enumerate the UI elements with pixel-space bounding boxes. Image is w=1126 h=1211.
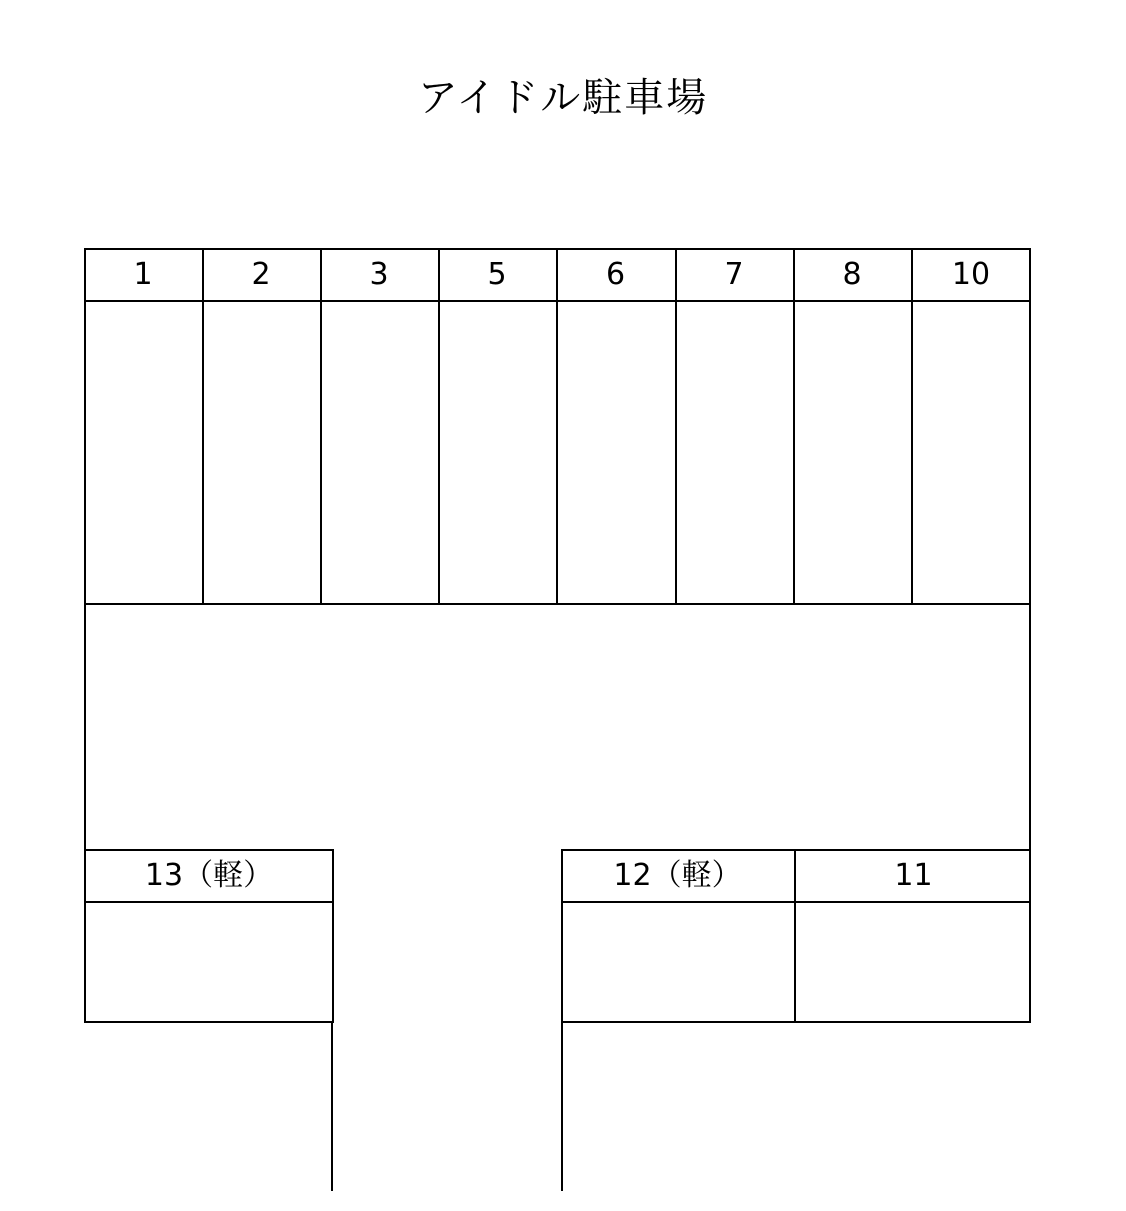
entrance-right-wall [561,1021,563,1191]
top-row-separator [675,248,677,605]
parking-space-label: 7 [724,257,744,292]
entrance-left-wall [331,1021,333,1191]
parking-space-label: 10 [951,257,991,292]
top-row-separator [438,248,440,605]
bottom-right-header-divider [561,901,1031,903]
top-row-separator [556,248,558,605]
top-row-separator [320,248,322,605]
top-row-separator [911,248,913,605]
bottom-left-header-divider [84,901,334,903]
parking-space-label: 3 [369,257,389,292]
parking-space-label: 13（軽） [144,858,274,893]
parking-space-label: 11 [894,858,933,893]
parking-space-label: 6 [605,257,626,292]
parking-space-label: 5 [487,257,507,292]
parking-space-label: 12（軽） [613,858,742,893]
parking-space-label: 8 [842,257,862,292]
top-row-separator [793,248,795,605]
right-boundary-wall [1029,603,1031,853]
page-title: アイドル駐車場 [417,75,709,121]
parking-space-label: 1 [133,257,153,292]
left-boundary-wall [84,603,86,853]
parking-space-label: 2 [251,257,271,292]
top-row-separator [202,248,204,605]
